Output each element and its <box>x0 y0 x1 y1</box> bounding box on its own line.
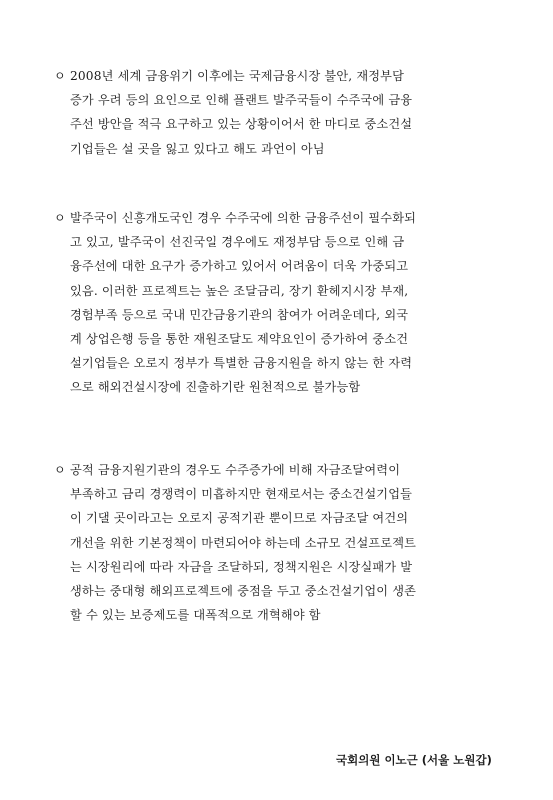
paragraph-line: ㅇ 2008년 세계 금융위기 이후에는 국제금융시장 불안, 재정부담 <box>54 64 516 88</box>
paragraph-line: 부족하고 금리 경쟁력이 미흡하지만 현재로서는 중소건설기업들 <box>70 487 413 502</box>
paragraph-line: ㅇ 공적 금융지원기관의 경우도 수주증가에 비해 자금조달여력이 <box>54 458 516 482</box>
bullet-circle-icon: ㅇ <box>54 463 66 477</box>
paragraph-line: 융주선에 대한 요구가 증가하고 있어서 어려움이 더욱 가중되고 <box>70 259 409 274</box>
paragraph-line: 는 시장원리에 따라 자금을 조달하되, 정책지원은 시장실패가 발 <box>70 559 413 574</box>
paragraph-line: 고 있고, 발주국이 선진국일 경우에도 재정부담 등으로 인해 금 <box>70 235 405 250</box>
paragraph-line: 증가 우려 등의 요인으로 인해 플랜트 발주국들이 수주국에 금융 <box>70 93 413 108</box>
paragraph-3 <box>54 458 516 627</box>
paragraph-line: 생하는 중대형 해외프로젝트에 중점을 두고 중소건설기업이 생존 <box>70 584 417 599</box>
paragraph-line: 있음. 이러한 프로젝트는 높은 조달금리, 장기 환헤지시장 부재, <box>70 283 409 298</box>
paragraph-line: ㅇ 발주국이 신흥개도국인 경우 수주국에 의한 금융주선이 필수화되 <box>54 206 516 230</box>
bullet-circle-icon: ㅇ <box>54 211 66 225</box>
paragraph-line: 기업들은 설 곳을 잃고 있다고 해도 과언이 아님 <box>70 141 325 156</box>
bullet-circle-icon: ㅇ <box>54 69 66 83</box>
paragraph-1 <box>54 64 516 161</box>
paragraph-line: 설기업들은 오로지 정부가 특별한 금융지원을 하지 않는 한 자력 <box>70 356 413 371</box>
paragraph-2 <box>54 206 516 400</box>
paragraph-line: 주선 방안을 적극 요구하고 있는 상황이어서 한 마디로 중소건설 <box>70 117 413 132</box>
paragraph-line: 개선을 위한 기본정책이 마련되어야 하는데 소규모 건설프로젝트 <box>70 535 417 550</box>
paragraph-line: 으로 해외건설시장에 진출하기란 원천적으로 불가능함 <box>70 380 361 395</box>
paragraph-line: 이 기댈 곳이라고는 오로지 공적기관 뿐이므로 자금조달 여건의 <box>70 511 409 526</box>
paragraph-line: 할 수 있는 보증제도를 대폭적으로 개혁해야 함 <box>70 608 321 623</box>
author-signature: 국회의원 이노근 (서울 노원갑) <box>336 753 492 767</box>
paragraph-line: 경험부족 등으로 국내 민간금융기관의 참여가 어려운데다, 외국 <box>70 307 409 322</box>
paragraph-line: 계 상업은행 등을 통한 재원조달도 제약요인이 증가하여 중소건 <box>70 332 409 347</box>
